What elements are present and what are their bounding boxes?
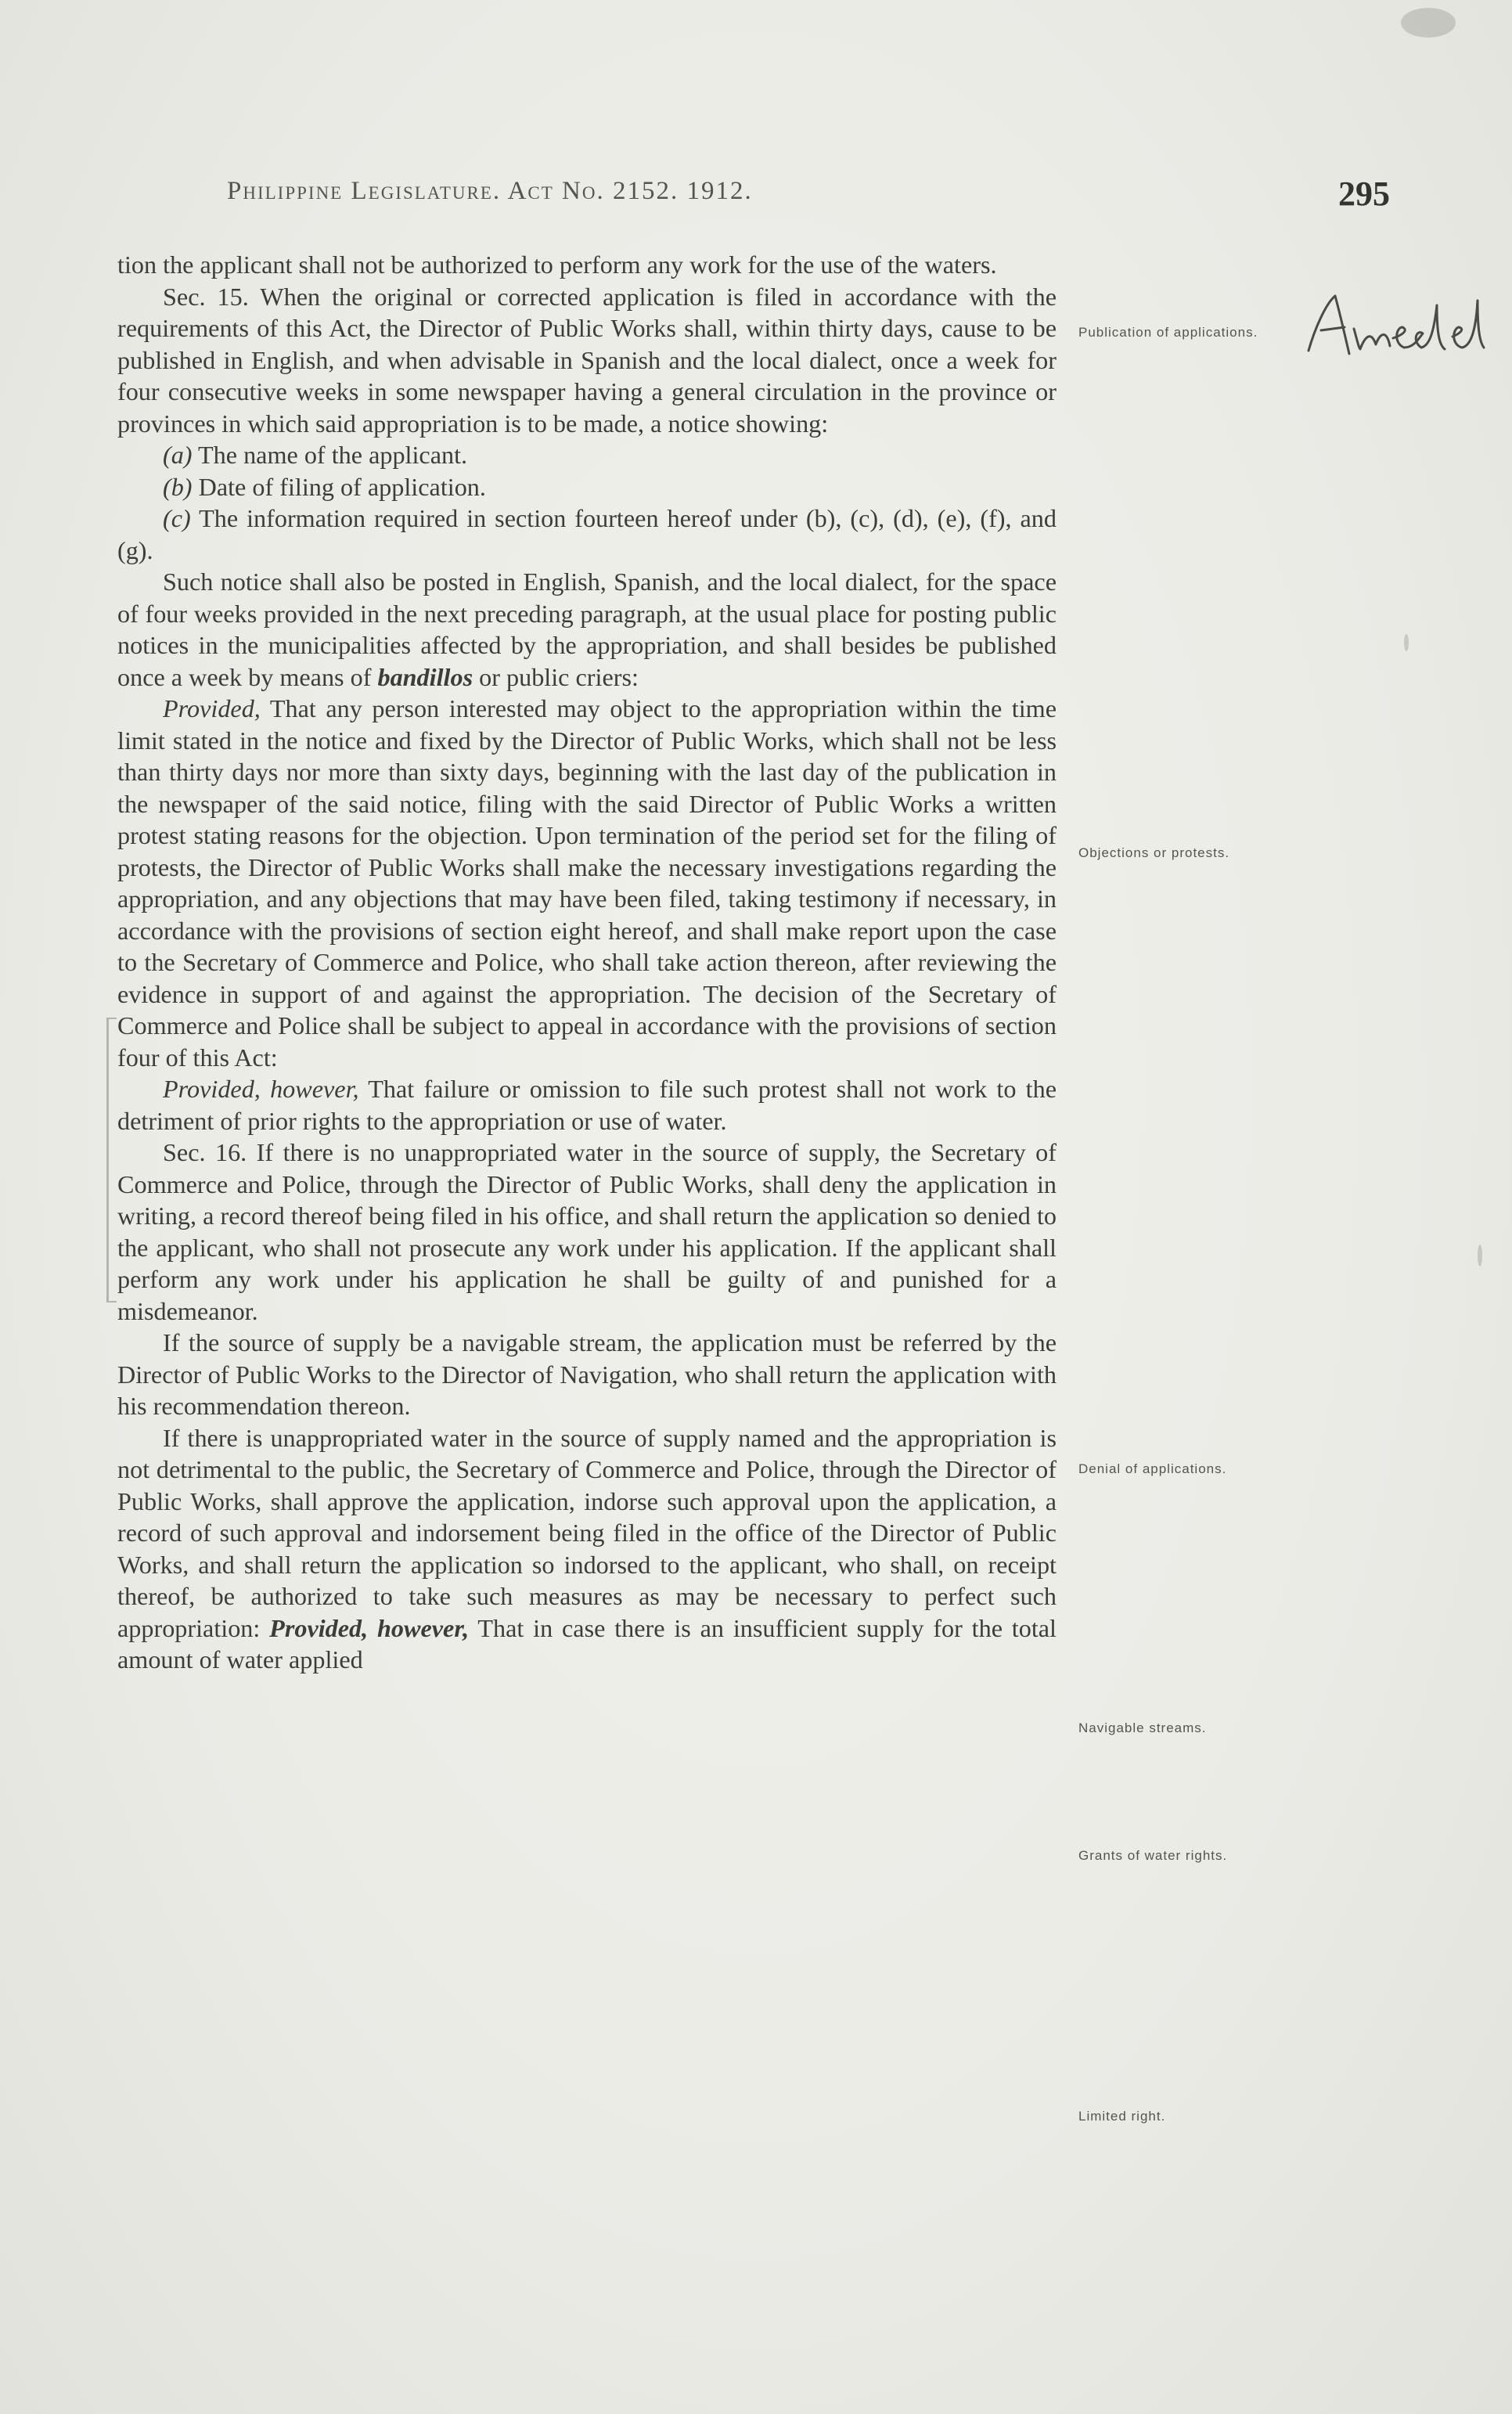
page-number: 295: [1338, 175, 1390, 213]
paper-mark: [1404, 634, 1409, 651]
grants-proviso-label: Provided, however,: [269, 1613, 470, 1642]
section-16-label: Sec. 16.: [163, 1138, 247, 1166]
list-item-c: [117, 503, 1057, 566]
paragraph-proviso-prior-rights: [117, 1073, 1057, 1137]
list-item-a-text: The name of the applicant.: [192, 441, 468, 469]
margin-note-objections: Objections or protests.: [1078, 845, 1230, 860]
section-15-text: When the original or corrected application is filed in accordance with the requirements of this Act, the Director of Public Works shall, within thirty days, cause to be published in English, and when advisable in Spanish and the local dialect, once a week for four consecutive weeks in some newspaper having a general circulation in the province or provinces in which said appropriation is to be made, a notice showing:: [117, 282, 1057, 438]
list-item-b: [117, 471, 1057, 503]
notice-bandillos: bandillos: [377, 662, 473, 691]
margin-note-limited: Limited right.: [1078, 2109, 1166, 2124]
proviso-2-text: That failure or omission to file such protest shall not work to the detriment of prior rights to the appropriation or use of water.: [117, 1075, 1057, 1135]
notice-text-1: Such notice shall also be posted in English, Spanish, and the local dialect, for the space of four weeks provided in the next preceding paragraph, at the usual place for posting public notices in the municipalities affected by the appropriation, and shall besides be published once a week by means of: [117, 567, 1057, 691]
grants-text-2: That in case there is an insufficient supply for the total amount of water applied: [117, 1613, 1057, 1674]
notice-text-2: or public criers:: [473, 662, 639, 691]
margin-note-navigable: Navigable streams.: [1078, 1720, 1207, 1735]
section-15-label: Sec. 15.: [163, 282, 249, 311]
section-16: [117, 1137, 1057, 1327]
running-header: [117, 174, 1417, 221]
list-item-b-label: (b): [163, 472, 193, 501]
margin-bracket: [106, 1018, 117, 1302]
section-15: [117, 281, 1057, 440]
list-item-a-label: (a): [163, 441, 193, 469]
header-title: Philippine Legislature. Act No. 2152. 1912.: [227, 177, 753, 205]
paragraph-notice: [117, 566, 1057, 693]
list-item-c-label: (c): [163, 504, 191, 532]
proviso-1-label: Provided,: [163, 694, 261, 722]
paragraph-navigable: If the source of supply be a navigable stream, the application must be referred by the Director of Public Works to the Director of Navigation, who shall return the application with his recommendation thereon.: [117, 1328, 1057, 1420]
list-item-c-text: The information required in section fourteen hereof under (b), (c), (d), (e), (f), and (g).: [117, 504, 1057, 564]
margin-note-publication: Publication of applications.: [1078, 325, 1258, 340]
proviso-2-label: Provided, however,: [163, 1075, 359, 1103]
paper-smudge: [1401, 8, 1456, 38]
paragraph-grants: [117, 1422, 1057, 1676]
paragraph-proviso-objections: [117, 693, 1057, 1073]
proviso-1-text: That any person interested may object to the appropriation within the time limit stated in the notice and fixed by the Director of Public Works, which shall not be less than thirty days nor more than sixty days, beginning with the last day of the publication in the newspaper of the said notice, filing with the said Director of Public Works a written protest stating reasons for the objection. Upon termination of the period set for the filing of protests, the Director of Public Works shall make the necessary investigations regarding the appropriation, and any objections that may have been filed, taking testimony if necessary, in accordance with the provisions of section eight hereof, and shall make report upon the case to the Secretary of Commerce and Police, who shall take action thereon, after reviewing the evidence in support of and against the appropriation. The decision of the Secretary of Commerce and Police shall be subject to appeal in accordance with the provisions of section four of this Act:: [117, 694, 1057, 1072]
section-16-text: If there is no unappropriated water in the source of supply, the Secretary of Commerce and Police, through the Director of Public Works, shall deny the application in writing, a record thereof being filed in his office, and shall return the application so denied to the applicant, who shall not prosecute any work under his application. If the applicant shall perform any work under his application he shall be guilty of and punished for a misdemeanor.: [117, 1138, 1057, 1325]
list-item-a: [117, 439, 1057, 471]
margin-note-grants: Grants of water rights.: [1078, 1848, 1228, 1863]
body-text: [117, 249, 1057, 1676]
margin-note-denial: Denial of applications.: [1078, 1461, 1227, 1476]
paragraph-continuation: tion the applicant shall not be authorized to perform any work for the use of the waters.: [117, 250, 997, 279]
paper-mark: [1478, 1245, 1482, 1266]
list-item-b-text: Date of filing of application.: [192, 472, 486, 501]
handwritten-annotation: [1299, 282, 1487, 368]
grants-text-1: If there is unappropriated water in the source of supply named and the appropriation is not detrimental to the public, the Secretary of Commerce and Police, through the Director of Public Works, shall approve the application, indorse such approval upon the application, a record of such approval and indorsement being filed in the office of the Director of Public Works, and shall return the application so indorsed to the applicant, who shall, on receipt thereof, be authorized to take such measures as may be necessary to perfect such appropriation:: [117, 1423, 1057, 1642]
